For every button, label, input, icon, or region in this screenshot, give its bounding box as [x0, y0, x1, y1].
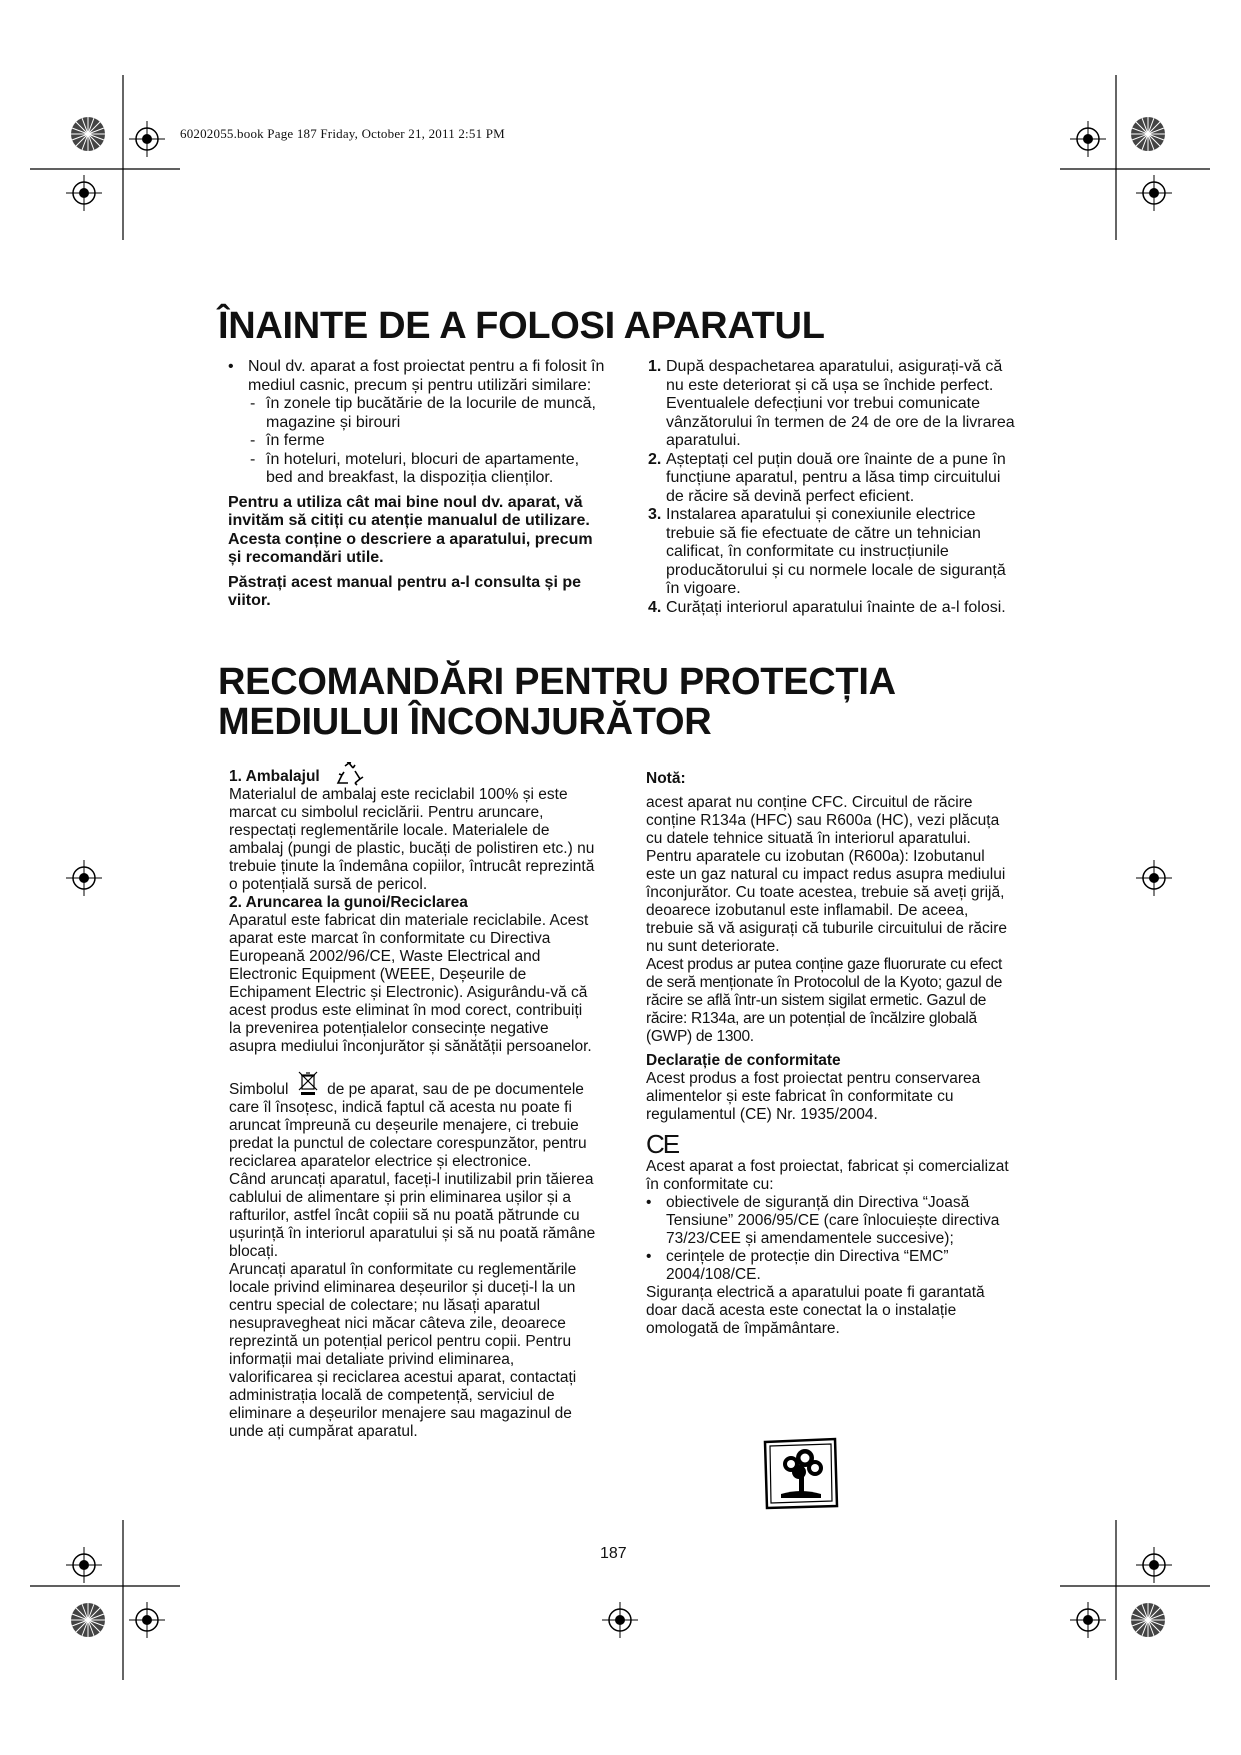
registration-target-7 — [64, 1545, 104, 1585]
ce-text: Acest aparat a fost proiectat, fabricat și comercializat în conformitate cu: — [646, 1158, 1009, 1193]
starburst-mark-2 — [1128, 114, 1168, 154]
ce-bullet-item: • cerințele de protecție din Directiva “EMC” 2004/108/CE. — [646, 1248, 1016, 1284]
dash-item: - în ferme — [250, 432, 325, 449]
environment-column-right — [646, 770, 1016, 1338]
step-text: Așteptați cel puțin două ore înainte de a pune în funcțiune aparatul, pentru a lăsa timp circuitului de răcire să devină perfect eficient. — [666, 450, 1006, 505]
tree-icon — [761, 1436, 841, 1512]
starburst-mark-4 — [1128, 1600, 1168, 1640]
izobutan-text: Pentru aparatele cu izobutan (R600a): Izobutanul este un gaz natural cu impact redus asupra mediului înconjurător. Cu toate acestea, trebuie să aveți grijă, deoarece izobutanul este inflamabil. De aceea, trebuie să vă asigurați că tuburile circuitului de răcire nu sunt deteriorate. — [646, 848, 1007, 955]
dash-item: - în zonele tip bucătărie de la locurile de muncă, magazine și birouri — [250, 395, 608, 432]
registration-target-3 — [1068, 119, 1108, 159]
nota-text: acest aparat nu conține CFC. Circuitul de răcire conține R134a (HFC) sau R600a (HC), vezi plăcuța cu datele tehnice situată în interiorul aparatului. — [646, 794, 1000, 847]
ambalaj-heading: 1. Ambalajul — [229, 768, 320, 785]
simbol-paragraph — [229, 1070, 597, 1171]
section-title-before-use: ÎNAINTE DE A FOLOSI APARATUL — [218, 305, 825, 347]
registration-target-2 — [64, 173, 104, 213]
simbol-prefix: Simbolul — [229, 1081, 289, 1098]
bold-note-keep-manual: Păstrați acest manual pentru a-l consulta și pe viitor. — [228, 573, 581, 609]
step-number: 2. — [648, 450, 662, 468]
nota-heading: Notă: — [646, 770, 686, 787]
ce-bullet-item: • obiectivele de siguranță din Directiva “Joasă Tensiune” 2006/95/CE (care înlocuiește directiva 73/23/CEE și amendamentele succesive); — [646, 1194, 1016, 1248]
step-text: Instalarea aparatului și conexiunile electrice trebuie să fie efectuate de către un tehnician calificat, în conformitate cu instrucțiunile producătorului și cu normele locale de siguranță în vigoare. — [666, 506, 1006, 597]
siguranta-text: Siguranța electrică a aparatului poate fi garantată doar dacă acesta este conectat la o instalație omologată de împământare. — [646, 1284, 985, 1337]
step-number: 1. — [648, 358, 662, 375]
step-item — [648, 506, 1018, 599]
simbol-text: de pe aparat, sau de pe documentele care îl însoțesc, indică faptul că acesta nu poate fi aruncat împreună cu deșeurile menajere, ci trebuie predat la punctul de colectare corespunzător, pentru reciclarea aparatelor electrice și electronice. — [229, 1081, 587, 1170]
registration-target-10 — [1068, 1600, 1108, 1640]
bold-note-manual: Pentru a utiliza cât mai bine noul dv. aparat, vă invităm să citiți cu atenție manualul de utilizare. Acesta conține o descriere a aparatului, precum și recomandări utile. — [228, 493, 593, 566]
cand-text: Când aruncați aparatul, faceți-l inutilizabil prin tăierea cablului de alimentare și prin eliminarea ușilor și a rafturilor, astfel încât copiii să nu poată pătrunde cu ușurință în interiorul aparatului și să nu poată rămâne blocați. — [229, 1171, 596, 1260]
ambalaj-text: Materialul de ambalaj este reciclabil 100% și este marcat cu simbolul reciclării. Pentru aruncare, respectați reglementările locale. Materialele de ambalaj (pungi de plastic, bucăți de polistiren etc.) nu trebuie ținute la îndemâna copiilor, întrucât reprezintă o potențială sursă de pericol. — [229, 786, 595, 893]
section-title-line-2: MEDIULUI ÎNCONJURĂTOR — [218, 701, 712, 743]
dash-item: - în hoteluri, moteluri, blocuri de apartamente, bed and breakfast, la dispoziția clienților. — [250, 451, 608, 488]
registration-target-8 — [127, 1600, 167, 1640]
section-title-line-1: RECOMANDĂRI PENTRU PROTECȚIA — [218, 661, 896, 703]
section-title-environment — [218, 662, 896, 742]
step-item — [648, 358, 1018, 451]
recycle-icon — [334, 762, 364, 786]
step-number: 3. — [648, 506, 662, 523]
aruncati-text: Aruncați aparatul în conformitate cu reglementările locale privind eliminarea deșeurilor și duceți-l la un centru special de colectare; nu lăsați aparatul nesupravegheat nici măcar câteva zile, deoarece reprezintă un potențial pericol pentru copii. Pentru informații mai detaliate privind eliminarea, valorificarea și reciclarea acestui aparat, contactați administrația locală de competență, serviciul de eliminare a deșeurilor menajere sau magazinul de unde ați cumpărat aparatul. — [229, 1261, 577, 1440]
bullet-intro-text: Noul dv. aparat a fost proiectat pentru a fi folosit în mediul casnic, precum și pentru utilizări similare: — [248, 358, 605, 394]
dash-item-text: în ferme — [266, 432, 325, 449]
registration-target-6 — [1134, 858, 1174, 898]
step-text: Curățați interiorul aparatului înainte de a-l folosi. — [666, 598, 1006, 616]
registration-target-9 — [600, 1600, 640, 1640]
ce-bullet-text: obiectivele de siguranță din Directiva “Joasă Tensiune” 2006/95/CE (care înlocuiește directiva 73/23/CEE și amendamentele succesive); — [666, 1194, 1000, 1247]
step-item — [648, 451, 1018, 507]
step-number: 4. — [648, 598, 662, 616]
crossed-bin-icon — [297, 1070, 319, 1096]
registration-target-5 — [64, 858, 104, 898]
dash-item-text: în hoteluri, moteluri, blocuri de apartamente, bed and breakfast, la dispoziția clienților. — [266, 450, 580, 486]
starburst-mark-3 — [68, 1600, 108, 1640]
gaze-fluorurate-text: Acest produs ar putea conține gaze fluorurate cu efect de seră menționate în Protocolul de la Kyoto; gazul de răcire se află într-un sistem sigilat ermetic. Gazul de răcire: R134a, are un potențial de încălzire globală (GWP) de 1300. — [646, 956, 1003, 1045]
step-item — [648, 599, 1018, 618]
intro-column-left — [228, 358, 608, 611]
gunoi-text: Aparatul este fabricat din materiale reciclabile. Acest aparat este marcat în conformitate cu Directiva Europeană 2002/96/CE, Waste Electrical and Electronic Equipment (WEEE, Deșeurile de Echipament Electric și Electronic). Asigurându-vă că acest produs este eliminat în mod corect, contribuiți la prevenirea potențialelor consecințe negative asupra mediului înconjurător și sănătății persoanelor. — [229, 912, 592, 1055]
bullet-item: • Noul dv. aparat a fost proiectat pentru a fi folosit în mediul casnic, precum și pentru utilizări similare: — [228, 358, 608, 395]
starburst-mark-1 — [68, 114, 108, 154]
ce-bullet-text: cerințele de protecție din Directiva “EMC” 2004/108/CE. — [666, 1248, 949, 1283]
steps-column-right — [648, 358, 1018, 617]
print-header: 60202055.book Page 187 Friday, October 21, 2011 2:51 PM — [180, 126, 505, 141]
declaratie-text: Acest produs a fost proiectat pentru conservarea alimentelor și este fabricat în conformitate cu regulamentul (CE) Nr. 1935/2004. — [646, 1070, 981, 1123]
page-number: 187 — [600, 1545, 627, 1562]
environment-column-left — [229, 762, 597, 1441]
step-text: După despachetarea aparatului, asigurați-vă că nu este deteriorat și că ușa se închide perfect. Eventualele defecțiuni vor trebui comunicate vânzătorului în termen de 24 de ore de la livrarea aparatului. — [666, 358, 1015, 449]
registration-target-4 — [1134, 173, 1174, 213]
ce-mark: CE — [646, 1129, 679, 1159]
gunoi-heading: 2. Aruncarea la gunoi/Reciclarea — [229, 894, 468, 911]
registration-target-11 — [1134, 1545, 1174, 1585]
dash-item-text: în zonele tip bucătărie de la locurile de muncă, magazine și birouri — [266, 395, 596, 431]
registration-target-1 — [127, 119, 167, 159]
declaratie-heading: Declarație de conformitate — [646, 1052, 841, 1069]
